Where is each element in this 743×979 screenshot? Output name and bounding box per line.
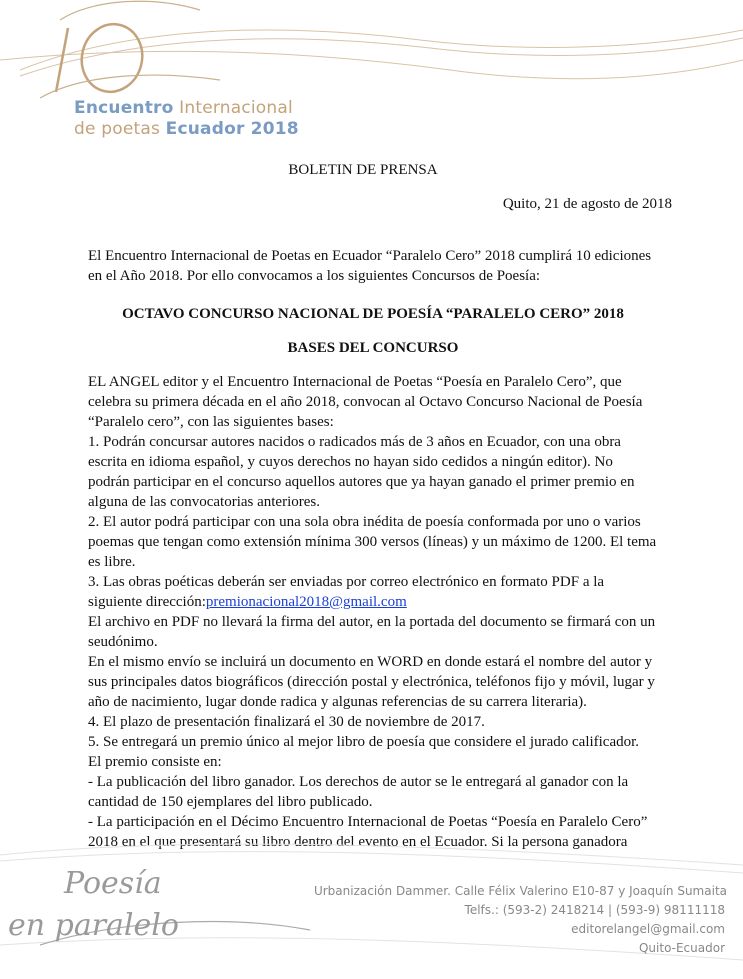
prize-publication: - La publicación del libro ganador. Los derechos de autor se le entregará al ganador con la cantidad de 150 ejemplares del libro publicado.: [88, 774, 629, 810]
document-date: Quito, 21 de agosto de 2018: [502, 196, 672, 212]
letterhead-footer: [0, 835, 743, 979]
footer-script-poesia: Poesía: [64, 866, 162, 901]
rule-1: 1. Podrán concursar autores nacidos o radicados más de 3 años en Ecuador, con una obra escrita en idioma español, y cuyos derechos no hayan sido cedidos a ningún editor). No podrán participar en el concurso aquellos autores que ya hayan ganado el primer premio en alguna de las convocatorias anteriores.: [88, 434, 635, 510]
bases-title: BASES DEL CONCURSO: [287, 340, 459, 356]
opening-paragraph: EL ANGEL editor y el Encuentro Internacional de Poetas “Poesía en Paralelo Cero”, que celebra su primera década en el año 2018, convocan al Octavo Concurso Nacional de Poesía “Paralelo cero”, con las siguientes bases:: [88, 374, 643, 430]
footer-address: Urbanización Dammer. Calle Félix Valerino E10-87 y Joaquín Sumaita: [313, 884, 727, 898]
letterhead: [0, 0, 743, 150]
rule-4: 4. El plazo de presentación finalizará el 30 de noviembre de 2017.: [88, 714, 485, 730]
prize-intro: El premio consiste en:: [88, 754, 222, 770]
intro-paragraph: El Encuentro Internacional de Poetas en Ecuador “Paralelo Cero” 2018 cumplirá 10 ediciones en el Año 2018. Por ello convocamos a los siguientes Concursos de Poesía:: [88, 248, 652, 284]
logo-words-de-poetas: de poetas: [74, 119, 166, 139]
rule-2: 2. El autor podrá participar con una sola obra inédita de poesía conformada por uno o varios poemas que tengan como extensión mínima 300 versos (líneas) y un máximo de 1200. El tema es libre.: [88, 514, 657, 570]
footer-city: Quito-Ecuador: [638, 941, 725, 955]
contest-email-link[interactable]: premionacional2018@gmail.com: [205, 594, 407, 610]
footer-phones: Telfs.: (593-2) 2418214 | (593-9) 98111118: [464, 903, 725, 917]
rule-5: 5. Se entregará un premio único al mejor libro de poesía que considere el jurado calificador.: [88, 734, 640, 750]
word-note: En el mismo envío se incluirá un documento en WORD en donde estará el nombre del autor y sus principales datos biográficos (dirección postal y electrónica, teléfonos fijo y móvil, lugar y año de nacimiento, lugar donde radica y algunas referencias de su carrera literaria).: [88, 654, 655, 710]
contest-title: OCTAVO CONCURSO NACIONAL DE POESÍA “PARALELO CERO” 2018: [122, 306, 624, 322]
logo-word-encuentro: Encuentro: [74, 98, 174, 118]
press-release-body: [88, 160, 672, 852]
logo-word-internacional: Internacional: [173, 98, 293, 118]
logo-text-line-1: [74, 98, 293, 118]
pdf-note: El archivo en PDF no llevará la firma del autor, en la portada del documento se firmará con un seudónimo.: [88, 614, 656, 650]
logo-text-line-2: [74, 119, 299, 139]
logo-words-ecuador-2018: Ecuador 2018: [165, 119, 299, 139]
footer-email: editorelangel@gmail.com: [571, 922, 725, 936]
rule-3: [88, 572, 658, 612]
document-title: BOLETIN DE PRENSA: [288, 162, 438, 178]
prize-participation: - La participación en el Décimo Encuentro Internacional de Poetas “Poesía en Paralelo Cero” 2018 en el que presentará su libro dentro del evento en el Ecuador. Si la persona ganadora: [88, 814, 648, 850]
footer-script-en-paralelo: en paralelo: [8, 908, 179, 943]
rule-3-text: 3. Las obras poéticas deberán ser enviadas por correo electrónico en formato PDF a la siguiente dirección:: [88, 574, 605, 610]
